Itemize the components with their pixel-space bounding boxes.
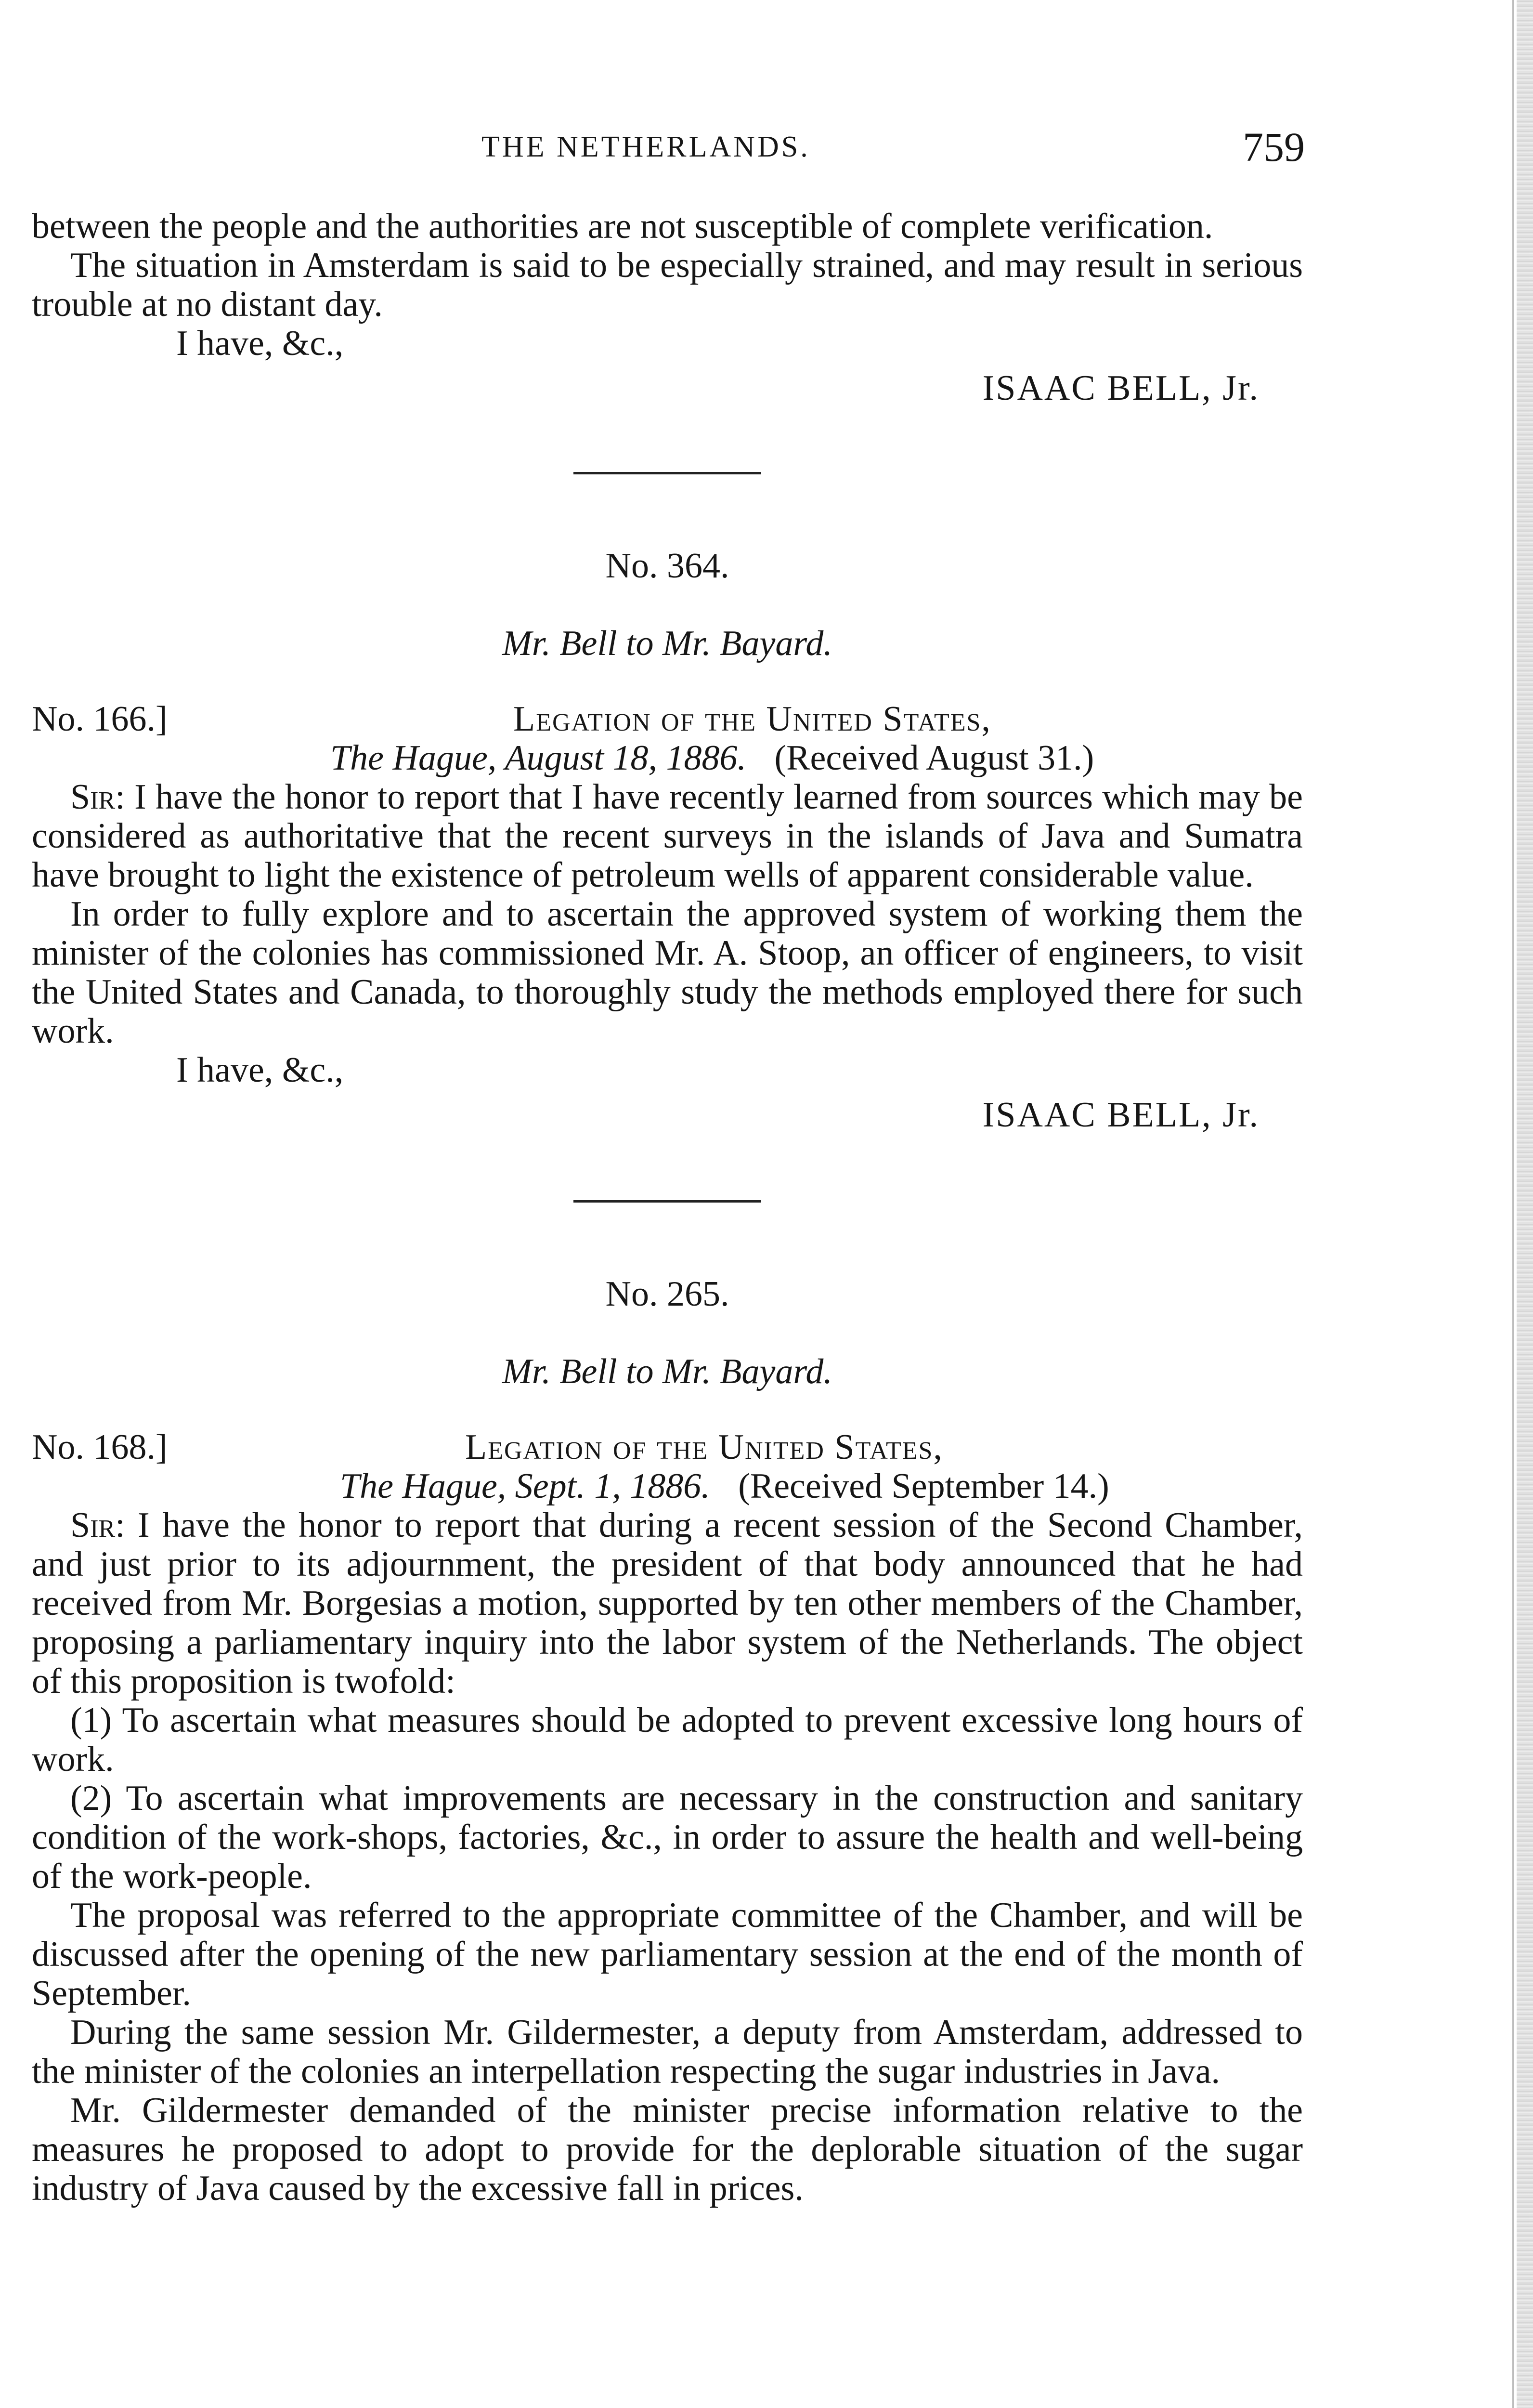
place-date-line xyxy=(32,739,1303,778)
running-head xyxy=(0,123,1305,176)
paragraph-text: I have the honor to report that during a recent session of the Second Chamber, and just prior to its adjournment, the president of that body announced that he had received from Mr. Borgesias a motion, supported by ten other members of the Chamber, proposing a parliamentary inquiry into the labor system of the Netherlands. The object of this proposition is twofold: xyxy=(32,1505,1303,1701)
legation-heading: Legation of the United States, xyxy=(513,699,991,739)
page-edge-shading xyxy=(1517,0,1533,2408)
letter-265 xyxy=(32,1200,1303,2208)
paragraph: (1) To ascertain what measures should be adopted to prevent excessive long hours of work. xyxy=(32,1701,1303,1779)
page-number: 759 xyxy=(1243,124,1305,170)
paragraph: between the people and the authorities are not susceptible of complete verification. xyxy=(32,207,1213,246)
received-date: (Received September 14.) xyxy=(738,1466,1109,1506)
place-date: The Hague, Sept. 1, 1886. xyxy=(340,1466,710,1506)
dispatch-heading xyxy=(32,700,1303,739)
closing: I have, &c., xyxy=(176,1050,344,1090)
running-head-title: THE NETHERLANDS. xyxy=(481,131,810,163)
closing: I have, &c., xyxy=(176,324,344,363)
signature: ISAAC BELL, Jr. xyxy=(982,368,1260,408)
paragraph: (2) To ascertain what improvements are necessary in the construction and sanitary condition of the work-shops, factories, &c., in order to assure the health and well-being of the work-people. xyxy=(32,1779,1303,1896)
paragraph xyxy=(32,1506,1303,1701)
salutation: Sir: xyxy=(70,777,125,817)
letter-364 xyxy=(32,472,1303,1135)
page-edge-line xyxy=(1512,0,1514,2408)
paragraph-text: I have the honor to report that I have recently learned from sources which may be considered as authoritative that the recent surveys in the islands of Java and Sumatra have brought to light the existence of petroleum wells of apparent considerable value. xyxy=(32,777,1303,895)
paragraph: In order to fully explore and to ascertain the approved system of working them the minister of the colonies has commissioned Mr. A. Stoop, an officer of engineers, to visit the United States and Canada, to thoroughly study the methods employed there for such work. xyxy=(32,894,1303,1051)
received-date: (Received August 31.) xyxy=(774,738,1094,778)
paragraph: The situation in Amsterdam is said to be especially strained, and may result in serious trouble at no distant day. xyxy=(32,246,1303,324)
section-rule xyxy=(573,472,761,474)
legation-heading: Legation of the United States, xyxy=(465,1427,943,1467)
paragraph: The proposal was referred to the appropriate committee of the Chamber, and will be discussed after the opening of the new parliamentary session at the end of the month of September. xyxy=(32,1896,1303,2013)
paragraph: Mr. Gildermester demanded of the minister precise information relative to the measures he proposed to adopt to provide for the deplorable situation of the sugar industry of Java caused by the excessive fall in prices. xyxy=(32,2091,1303,2208)
document-number: No. 364. xyxy=(605,546,729,586)
letter-title: Mr. Bell to Mr. Bayard. xyxy=(502,624,832,663)
continuation-section xyxy=(32,207,1303,408)
paragraph: During the same session Mr. Gildermester, a deputy from Amsterdam, addressed to the minister of the colonies an interpellation respecting the sugar industries in Java. xyxy=(32,2013,1303,2091)
dispatch-number: No. 166.] xyxy=(32,699,168,739)
place-date-line xyxy=(32,1467,1303,1506)
paragraph xyxy=(32,778,1303,895)
dispatch-number: No. 168.] xyxy=(32,1427,168,1467)
letter-title: Mr. Bell to Mr. Bayard. xyxy=(502,1352,832,1391)
document-number: No. 265. xyxy=(605,1274,729,1314)
section-rule xyxy=(573,1200,761,1203)
dispatch-heading xyxy=(32,1428,1303,1467)
salutation: Sir: xyxy=(70,1505,125,1545)
signature: ISAAC BELL, Jr. xyxy=(982,1095,1260,1135)
place-date: The Hague, August 18, 1886. xyxy=(330,738,747,778)
